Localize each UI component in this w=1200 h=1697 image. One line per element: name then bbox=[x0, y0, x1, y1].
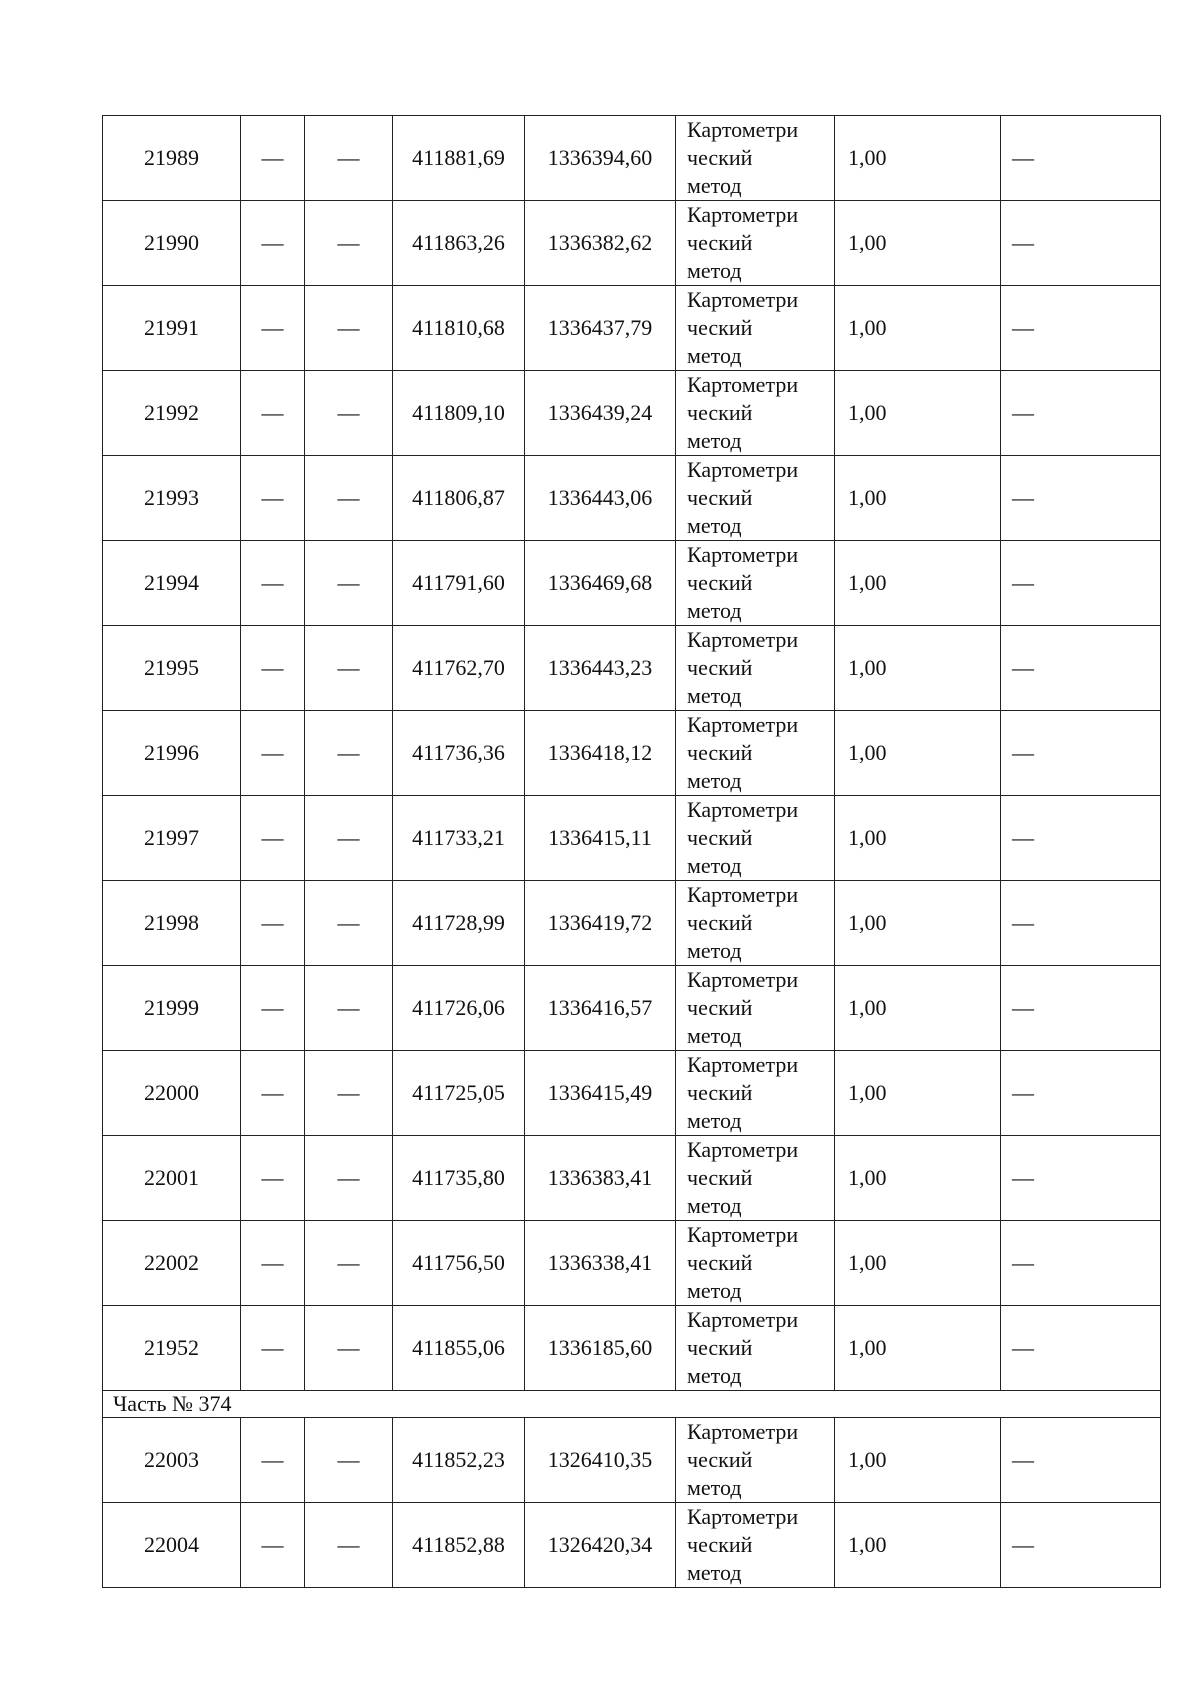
point-number-cell: 21992 bbox=[103, 371, 241, 456]
method-text-line: метод bbox=[687, 1193, 742, 1218]
x-coordinate-cell: 411852,23 bbox=[393, 1418, 525, 1503]
method-cell bbox=[676, 626, 835, 711]
table-row bbox=[103, 711, 1161, 796]
empty-dash-cell: — bbox=[1001, 1221, 1161, 1306]
point-number-cell: 22001 bbox=[103, 1136, 241, 1221]
point-number-cell: 22002 bbox=[103, 1221, 241, 1306]
empty-dash-cell: — bbox=[1001, 1418, 1161, 1503]
accuracy-cell: 1,00 bbox=[835, 1136, 1001, 1221]
empty-dash-cell: — bbox=[305, 1418, 393, 1503]
empty-dash-cell: — bbox=[305, 1503, 393, 1588]
method-text-line: метод bbox=[687, 1023, 742, 1048]
empty-dash-cell: — bbox=[305, 626, 393, 711]
method-text-line: метод bbox=[687, 1363, 742, 1388]
x-coordinate-cell: 411852,88 bbox=[393, 1503, 525, 1588]
empty-dash-cell: — bbox=[1001, 456, 1161, 541]
empty-dash-cell: — bbox=[305, 1306, 393, 1391]
empty-dash-cell: — bbox=[305, 796, 393, 881]
empty-dash-cell: — bbox=[305, 371, 393, 456]
table-row bbox=[103, 626, 1161, 711]
section-header-row bbox=[103, 1391, 1161, 1418]
table-row bbox=[103, 881, 1161, 966]
empty-dash-cell: — bbox=[305, 881, 393, 966]
method-text-line: метод bbox=[687, 768, 742, 793]
method-cell bbox=[676, 286, 835, 371]
empty-dash-cell: — bbox=[305, 201, 393, 286]
empty-dash-cell: — bbox=[305, 456, 393, 541]
point-number-cell: 21991 bbox=[103, 286, 241, 371]
empty-dash-cell: — bbox=[241, 881, 305, 966]
method-cell bbox=[676, 881, 835, 966]
empty-dash-cell: — bbox=[241, 286, 305, 371]
method-text-line: Картометри bbox=[687, 967, 799, 992]
accuracy-cell: 1,00 bbox=[835, 881, 1001, 966]
empty-dash-cell: — bbox=[1001, 1306, 1161, 1391]
method-cell bbox=[676, 1221, 835, 1306]
method-text-line: метод bbox=[687, 258, 742, 283]
method-text-line: Картометри bbox=[687, 117, 799, 142]
empty-dash-cell: — bbox=[305, 711, 393, 796]
table-body bbox=[103, 116, 1161, 1588]
empty-dash-cell: — bbox=[241, 711, 305, 796]
y-coordinate-cell: 1326410,35 bbox=[525, 1418, 676, 1503]
point-number-cell: 21989 bbox=[103, 116, 241, 201]
y-coordinate-cell: 1336416,57 bbox=[525, 966, 676, 1051]
method-text-line: ческий bbox=[687, 825, 753, 850]
point-number-cell: 21995 bbox=[103, 626, 241, 711]
method-cell bbox=[676, 1418, 835, 1503]
empty-dash-cell: — bbox=[1001, 371, 1161, 456]
empty-dash-cell: — bbox=[1001, 881, 1161, 966]
empty-dash-cell: — bbox=[305, 116, 393, 201]
empty-dash-cell: — bbox=[241, 201, 305, 286]
accuracy-cell: 1,00 bbox=[835, 541, 1001, 626]
point-number-cell: 21998 bbox=[103, 881, 241, 966]
method-text-line: метод bbox=[687, 938, 742, 963]
empty-dash-cell: — bbox=[305, 286, 393, 371]
empty-dash-cell: — bbox=[305, 966, 393, 1051]
empty-dash-cell: — bbox=[1001, 1503, 1161, 1588]
method-text-line: Картометри bbox=[687, 202, 799, 227]
method-text-line: Картометри bbox=[687, 882, 799, 907]
y-coordinate-cell: 1326420,34 bbox=[525, 1503, 676, 1588]
empty-dash-cell: — bbox=[241, 371, 305, 456]
empty-dash-cell: — bbox=[1001, 286, 1161, 371]
method-text-line: метод bbox=[687, 428, 742, 453]
empty-dash-cell: — bbox=[1001, 711, 1161, 796]
method-text-line: Картометри bbox=[687, 1222, 799, 1247]
method-text-line: ческий bbox=[687, 1165, 753, 1190]
y-coordinate-cell: 1336415,49 bbox=[525, 1051, 676, 1136]
method-text-line: ческий bbox=[687, 740, 753, 765]
x-coordinate-cell: 411762,70 bbox=[393, 626, 525, 711]
table-row bbox=[103, 1503, 1161, 1588]
x-coordinate-cell: 411806,87 bbox=[393, 456, 525, 541]
method-text-line: Картометри bbox=[687, 1307, 799, 1332]
table-row bbox=[103, 456, 1161, 541]
x-coordinate-cell: 411736,36 bbox=[393, 711, 525, 796]
coordinates-table bbox=[102, 115, 1161, 1588]
accuracy-cell: 1,00 bbox=[835, 201, 1001, 286]
table-row bbox=[103, 1221, 1161, 1306]
y-coordinate-cell: 1336185,60 bbox=[525, 1306, 676, 1391]
method-text-line: Картометри bbox=[687, 797, 799, 822]
table-row bbox=[103, 1051, 1161, 1136]
method-text-line: метод bbox=[687, 1560, 742, 1585]
method-cell bbox=[676, 371, 835, 456]
method-text-line: метод bbox=[687, 343, 742, 368]
method-text-line: Картометри bbox=[687, 457, 799, 482]
x-coordinate-cell: 411855,06 bbox=[393, 1306, 525, 1391]
table-row bbox=[103, 966, 1161, 1051]
method-cell bbox=[676, 116, 835, 201]
accuracy-cell: 1,00 bbox=[835, 1221, 1001, 1306]
method-cell bbox=[676, 201, 835, 286]
empty-dash-cell: — bbox=[1001, 796, 1161, 881]
point-number-cell: 21996 bbox=[103, 711, 241, 796]
y-coordinate-cell: 1336418,12 bbox=[525, 711, 676, 796]
point-number-cell: 21993 bbox=[103, 456, 241, 541]
point-number-cell: 21997 bbox=[103, 796, 241, 881]
method-text-line: метод bbox=[687, 853, 742, 878]
method-text-line: ческий bbox=[687, 655, 753, 680]
x-coordinate-cell: 411756,50 bbox=[393, 1221, 525, 1306]
x-coordinate-cell: 411810,68 bbox=[393, 286, 525, 371]
empty-dash-cell: — bbox=[241, 116, 305, 201]
empty-dash-cell: — bbox=[1001, 1051, 1161, 1136]
method-text-line: метод bbox=[687, 1108, 742, 1133]
table-row bbox=[103, 541, 1161, 626]
method-text-line: Картометри bbox=[687, 1504, 799, 1529]
method-text-line: метод bbox=[687, 1278, 742, 1303]
x-coordinate-cell: 411881,69 bbox=[393, 116, 525, 201]
empty-dash-cell: — bbox=[305, 541, 393, 626]
empty-dash-cell: — bbox=[241, 1051, 305, 1136]
method-text-line: Картометри bbox=[687, 712, 799, 737]
accuracy-cell: 1,00 bbox=[835, 796, 1001, 881]
y-coordinate-cell: 1336443,23 bbox=[525, 626, 676, 711]
y-coordinate-cell: 1336469,68 bbox=[525, 541, 676, 626]
method-text-line: метод bbox=[687, 598, 742, 623]
empty-dash-cell: — bbox=[1001, 116, 1161, 201]
empty-dash-cell: — bbox=[241, 1418, 305, 1503]
method-text-line: ческий bbox=[687, 1532, 753, 1557]
method-text-line: метод bbox=[687, 683, 742, 708]
table-row bbox=[103, 796, 1161, 881]
y-coordinate-cell: 1336443,06 bbox=[525, 456, 676, 541]
table-row bbox=[103, 286, 1161, 371]
accuracy-cell: 1,00 bbox=[835, 966, 1001, 1051]
method-text-line: Картометри bbox=[687, 542, 799, 567]
empty-dash-cell: — bbox=[305, 1136, 393, 1221]
method-cell bbox=[676, 796, 835, 881]
point-number-cell: 22004 bbox=[103, 1503, 241, 1588]
table-row bbox=[103, 1136, 1161, 1221]
method-cell bbox=[676, 1306, 835, 1391]
method-cell bbox=[676, 1051, 835, 1136]
empty-dash-cell: — bbox=[241, 1136, 305, 1221]
x-coordinate-cell: 411725,05 bbox=[393, 1051, 525, 1136]
empty-dash-cell: — bbox=[241, 1503, 305, 1588]
empty-dash-cell: — bbox=[1001, 541, 1161, 626]
method-cell bbox=[676, 1136, 835, 1221]
point-number-cell: 21994 bbox=[103, 541, 241, 626]
accuracy-cell: 1,00 bbox=[835, 1503, 1001, 1588]
method-text-line: ческий bbox=[687, 230, 753, 255]
accuracy-cell: 1,00 bbox=[835, 1418, 1001, 1503]
table-row bbox=[103, 1418, 1161, 1503]
y-coordinate-cell: 1336419,72 bbox=[525, 881, 676, 966]
accuracy-cell: 1,00 bbox=[835, 1051, 1001, 1136]
y-coordinate-cell: 1336394,60 bbox=[525, 116, 676, 201]
y-coordinate-cell: 1336437,79 bbox=[525, 286, 676, 371]
method-text-line: ческий bbox=[687, 485, 753, 510]
empty-dash-cell: — bbox=[241, 966, 305, 1051]
y-coordinate-cell: 1336382,62 bbox=[525, 201, 676, 286]
empty-dash-cell: — bbox=[305, 1051, 393, 1136]
empty-dash-cell: — bbox=[241, 456, 305, 541]
table-row bbox=[103, 1306, 1161, 1391]
method-text-line: Картометри bbox=[687, 1052, 799, 1077]
y-coordinate-cell: 1336415,11 bbox=[525, 796, 676, 881]
empty-dash-cell: — bbox=[1001, 626, 1161, 711]
method-cell bbox=[676, 711, 835, 796]
point-number-cell: 21999 bbox=[103, 966, 241, 1051]
accuracy-cell: 1,00 bbox=[835, 626, 1001, 711]
point-number-cell: 22000 bbox=[103, 1051, 241, 1136]
empty-dash-cell: — bbox=[1001, 201, 1161, 286]
method-text-line: метод bbox=[687, 513, 742, 538]
empty-dash-cell: — bbox=[241, 1306, 305, 1391]
empty-dash-cell: — bbox=[241, 541, 305, 626]
x-coordinate-cell: 411863,26 bbox=[393, 201, 525, 286]
method-text-line: метод bbox=[687, 1475, 742, 1500]
method-text-line: ческий bbox=[687, 1447, 753, 1472]
point-number-cell: 21952 bbox=[103, 1306, 241, 1391]
method-text-line: ческий bbox=[687, 1335, 753, 1360]
method-text-line: ческий bbox=[687, 400, 753, 425]
empty-dash-cell: — bbox=[1001, 1136, 1161, 1221]
method-text-line: ческий bbox=[687, 1080, 753, 1105]
method-cell bbox=[676, 456, 835, 541]
x-coordinate-cell: 411733,21 bbox=[393, 796, 525, 881]
method-cell bbox=[676, 966, 835, 1051]
table-row bbox=[103, 201, 1161, 286]
method-text-line: ческий bbox=[687, 910, 753, 935]
method-text-line: Картометри bbox=[687, 372, 799, 397]
y-coordinate-cell: 1336338,41 bbox=[525, 1221, 676, 1306]
accuracy-cell: 1,00 bbox=[835, 711, 1001, 796]
accuracy-cell: 1,00 bbox=[835, 116, 1001, 201]
method-text-line: ческий bbox=[687, 145, 753, 170]
accuracy-cell: 1,00 bbox=[835, 456, 1001, 541]
point-number-cell: 22003 bbox=[103, 1418, 241, 1503]
method-text-line: ческий bbox=[687, 1250, 753, 1275]
table-row bbox=[103, 371, 1161, 456]
accuracy-cell: 1,00 bbox=[835, 371, 1001, 456]
method-text-line: метод bbox=[687, 173, 742, 198]
x-coordinate-cell: 411735,80 bbox=[393, 1136, 525, 1221]
table-row bbox=[103, 116, 1161, 201]
y-coordinate-cell: 1336383,41 bbox=[525, 1136, 676, 1221]
method-cell bbox=[676, 1503, 835, 1588]
x-coordinate-cell: 411728,99 bbox=[393, 881, 525, 966]
section-label: Часть № 374 bbox=[103, 1391, 1161, 1418]
method-cell bbox=[676, 541, 835, 626]
empty-dash-cell: — bbox=[305, 1221, 393, 1306]
method-text-line: Картометри bbox=[687, 1419, 799, 1444]
x-coordinate-cell: 411791,60 bbox=[393, 541, 525, 626]
empty-dash-cell: — bbox=[241, 796, 305, 881]
method-text-line: Картометри bbox=[687, 627, 799, 652]
method-text-line: Картометри bbox=[687, 287, 799, 312]
x-coordinate-cell: 411726,06 bbox=[393, 966, 525, 1051]
y-coordinate-cell: 1336439,24 bbox=[525, 371, 676, 456]
accuracy-cell: 1,00 bbox=[835, 1306, 1001, 1391]
method-text-line: ческий bbox=[687, 995, 753, 1020]
method-text-line: Картометри bbox=[687, 1137, 799, 1162]
empty-dash-cell: — bbox=[241, 626, 305, 711]
point-number-cell: 21990 bbox=[103, 201, 241, 286]
x-coordinate-cell: 411809,10 bbox=[393, 371, 525, 456]
method-text-line: ческий bbox=[687, 315, 753, 340]
empty-dash-cell: — bbox=[241, 1221, 305, 1306]
method-text-line: ческий bbox=[687, 570, 753, 595]
accuracy-cell: 1,00 bbox=[835, 286, 1001, 371]
empty-dash-cell: — bbox=[1001, 966, 1161, 1051]
